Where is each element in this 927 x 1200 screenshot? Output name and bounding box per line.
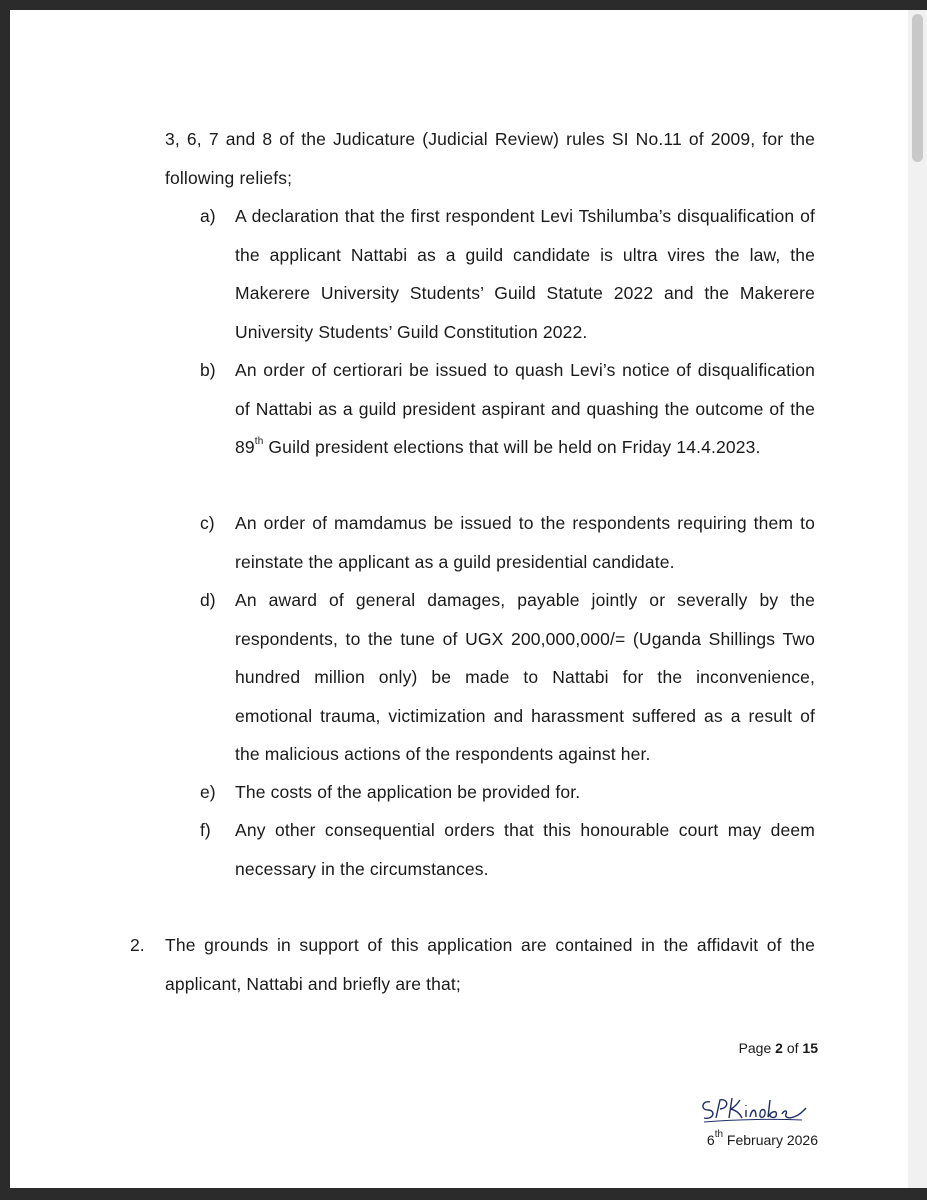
relief-marker: a) (200, 206, 216, 226)
signature-image (698, 1092, 808, 1128)
relief-text: A declaration that the first respondent Levi Tshilumba’s disqualification of the applicant Nattabi as a guild candidate is ultra vires the law, the Makerere University Students’ Guild Statute 2022 and the Makerere University Students’ Guild Constitution 2022. (235, 206, 815, 342)
relief-item-c (200, 504, 815, 581)
signature-date: 6th February 2026 (706, 1129, 818, 1148)
relief-item-a (200, 197, 815, 351)
document-page (10, 10, 908, 1188)
relief-marker: f) (200, 820, 211, 840)
relief-text: An order of mamdamus be issued to the respondents requiring them to reinstate the applicant as a guild presidential candidate. (235, 513, 815, 572)
page-number: Page 2 of 15 (738, 1040, 818, 1056)
paragraph-2: The grounds in support of this application are contained in the affidavit of the applicant, Nattabi and briefly are that; (165, 935, 815, 994)
relief-marker: b) (200, 360, 216, 380)
relief-marker: c) (200, 513, 215, 533)
relief-text: The costs of the application be provided for. (235, 782, 581, 802)
scrollbar-thumb[interactable] (912, 14, 923, 162)
relief-item-f (200, 811, 815, 888)
relief-marker: e) (200, 782, 216, 802)
intro-paragraph: 3, 6, 7 and 8 of the Judicature (Judicial Review) rules SI No.11 of 2009, for the following reliefs; (165, 129, 815, 188)
relief-text: An order of certiorari be issued to quash Levi’s notice of disqualification of Nattabi as a guild president aspirant and quashing the outcome of the 89th Guild president elections that will be held on Friday 14.4.2023. (235, 360, 815, 457)
relief-item-d (200, 581, 815, 774)
relief-marker: d) (200, 590, 216, 610)
vertical-scrollbar[interactable] (908, 10, 927, 1188)
relief-text: An award of general damages, payable jointly or severally by the respondents, to the tune of UGX 200,000,000/= (Uganda Shillings Two hundred million only) be made to Nattabi for the inconvenience, emotional trauma, victimization and harassment suffered as a result of the malicious actions of the respondents against her. (235, 590, 815, 764)
relief-text: Any other consequential orders that this honourable court may deem necessary in the circumstances. (235, 820, 815, 879)
relief-item-b (200, 351, 815, 467)
relief-item-e (200, 773, 815, 812)
paragraph-number: 2. (130, 935, 145, 955)
